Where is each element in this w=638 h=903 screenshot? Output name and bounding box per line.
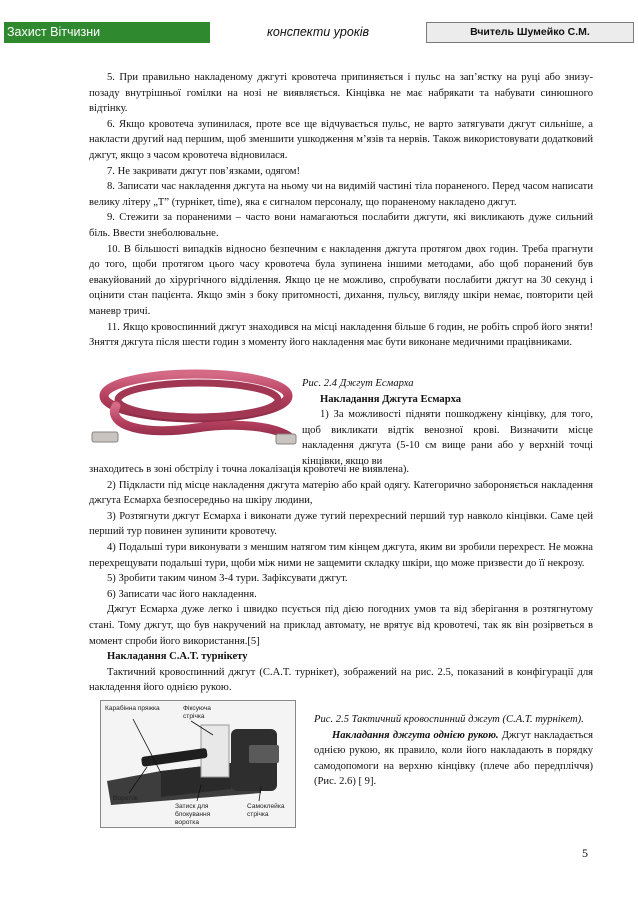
label-clip: Затиск для блокування воротка	[175, 803, 211, 826]
label-velcro: Фіксуюча стрічка	[183, 705, 211, 720]
figure-2-5-caption: Рис. 2.5 Тактичний кровоспинний джгут (C.A.T. турнікет).	[314, 714, 584, 725]
header-subject: Захист Вітчизни	[4, 22, 210, 43]
instructions-block	[89, 70, 593, 351]
esmarch-tourniquet-image	[86, 356, 300, 460]
cat-tourniquet-image	[100, 700, 296, 828]
label-carabiner: Карабінна пряжка	[105, 705, 160, 712]
cat-heading: Накладання C.A.T. турнікету	[107, 651, 248, 663]
label-windlass: Вороток	[113, 795, 138, 802]
esmarch-step-3: 3) Розтягнути джгут Есмарха і виконати дуже тугий перехресний перший тур навколо кінцівки. Саме цей перший тур повинен зупинити кровотечу.	[89, 510, 593, 538]
esmarch-step-1-cont: знаходитесь в зоні обстрілу і точна локалізація кровотечі не виявлена).	[89, 464, 410, 475]
paragraph-8: 8. Записати час накладення джгута на ньому чи на видимій частині тіла пораненого. Перед часом написати велику літеру „T” (турнікет, time), яка є сигналом персоналу, що пораненому накладено джгут.	[89, 181, 593, 208]
header-teacher: Вчитель Шумейко С.М.	[426, 22, 634, 43]
esmarch-warning: Джгут Есмарха дуже легко і швидко псується під дією погодних умов та від зберігання в розтягнутому стані. Тому джгут, що був накручений на приклад автомату, не врятує від кровотечі, так як він розірветься в момент спроби його використання.[5]	[89, 604, 593, 647]
header-title: конспекти уроків	[266, 25, 370, 39]
cat-intro: Тактичний кровоспинний джгут (C.A.T. турнікет), зображений на рис. 2.5, показаний в конфігурації для накладення його однією рукою.	[89, 666, 593, 694]
label-strap: Самоклейка стрічка	[247, 803, 285, 818]
paragraph-6: 6. Якщо кровотеча зупинилася, проте все ще відчувається пульс, не варто затягувати джгут сильніше, а накласти другий над першим, щоб зменшити ушкодження м’язів та нервів. Також використовувати додатковий джгут, якщо з часом кровотеча відновилася.	[89, 118, 593, 161]
page-number: 5	[582, 846, 588, 860]
one-hand-text: Джгут накладається однією рукою, як правило, коли його накладають в порядку самодопомоги на верхню кінцівку (плече або передпліччя) (Рис. 2.6) [ 9].	[314, 729, 593, 788]
figure-2-4-caption-block	[302, 376, 593, 470]
esmarch-step-1: 1) За можливості підняти пошкоджену кінцівку, для того, щоб викликати відтік венозної крові. Визначити місце накладення джгута (5-10 см вище рани або у верхній точці кінцівки, якщо ви	[302, 409, 593, 467]
paragraph-10: 10. В більшості випадків відносно безпечним є накладення джгута протягом двох годин. Треба прагнути до того, щоби протягом цього часу кровотеча була зупинена іншими методами, або щоб поранений був евакуйований до хірургічного відділення. Якщо це не можливо, спробувати послабити джгут на 30 секунд і оцінити стан пацієнта. Якщо змін з боку притомності, дихання, пульсу, вигляду шкіри немає, повторити цей маневр тричі.	[89, 243, 593, 317]
paragraph-5: 5. При правильно накладеному джгуті кровотеча припиняється і пульс на зап’ястку на руці або знизу-позаду внутрішньої гомілки на нозі не виявляється. Кінцівка не має набрякати та набувати синюшного відтінку.	[89, 72, 593, 115]
esmarch-step-6: 6) Записати час його накладення.	[107, 588, 257, 600]
figure-2-4-caption: Рис. 2.4 Джгут Есмарха	[302, 378, 414, 389]
esmarch-step-4: 4) Подальші тури виконувати з меншим натягом тим кінцем джгута, яким ви зробили перехрест. Не можна перехрещувати подальші тури, щоби між ними не защемити складку шкіри, що може призвести до її некрозу.	[89, 541, 593, 569]
paragraph-9: 9. Стежити за пораненими – часто вони намагаються послабити джгути, які викликають дуже сильний біль. Ввести знеболювальне.	[89, 212, 593, 239]
esmarch-steps-block	[89, 462, 593, 696]
esmarch-heading: Накладання Джгута Есмарха	[320, 393, 462, 405]
one-hand-heading: Накладання джгута однією рукою.	[332, 729, 499, 741]
figure-2-5-caption-block	[314, 712, 593, 790]
esmarch-step-5: 5) Зробити таким чином 3-4 тури. Зафіксувати джгут.	[107, 573, 348, 585]
paragraph-7: 7. Не закривати джгут пов’язками, одягом!	[107, 165, 301, 177]
paragraph-11: 11. Якщо кровоспинний джгут знаходився на місці накладення більше 6 годин, не робіть спроб його зняти! Зняття джгута після шести годин з моменту його накладення має бути виконане медичними працівниками.	[89, 321, 593, 349]
esmarch-step-2: 2) Підкласти під місце накладення джгута матерію або край одягу. Категорично забороняється накладення джгута Есмарха безпосередньо на шкіру людини,	[89, 479, 593, 507]
